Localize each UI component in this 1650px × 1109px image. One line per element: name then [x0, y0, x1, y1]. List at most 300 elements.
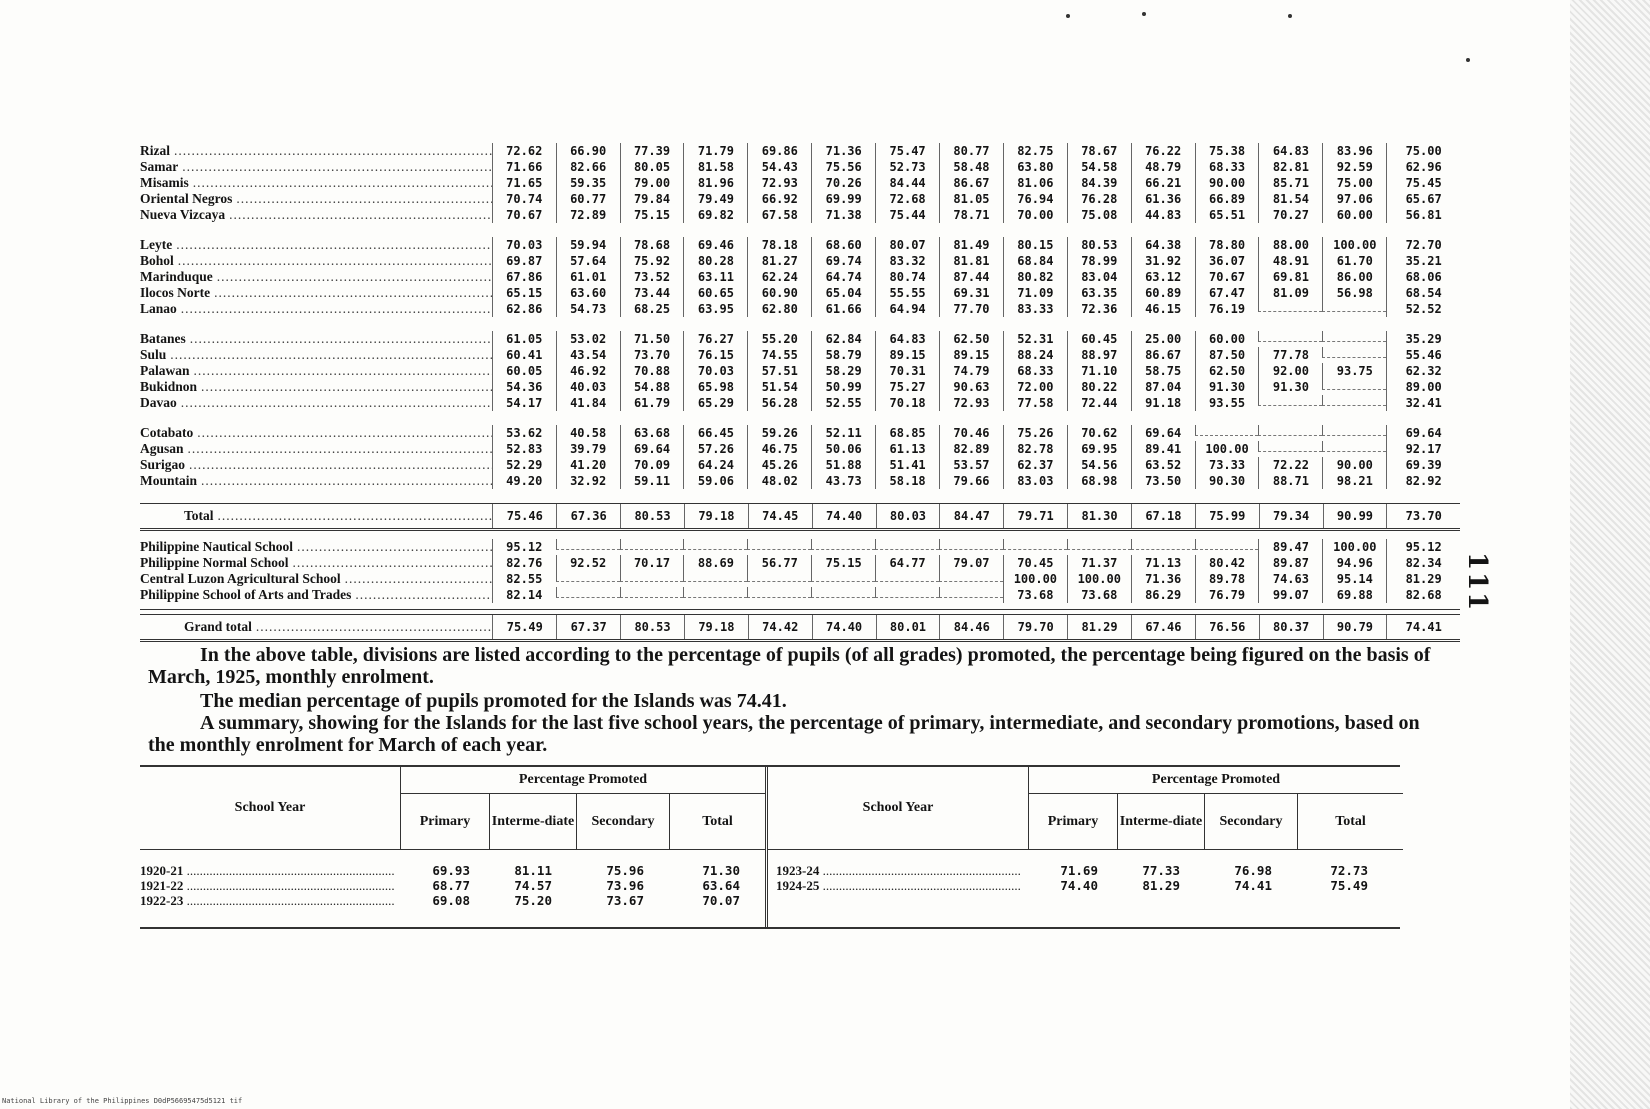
value-cell: 62.50 — [939, 331, 1003, 347]
value-cell: 65.29 — [683, 395, 747, 411]
table-row — [140, 159, 1460, 175]
value-cell: 71.10 — [1067, 363, 1131, 379]
value-cell: 62.84 — [811, 331, 875, 347]
value-cell: 80.07 — [875, 237, 939, 253]
value-cell: 90.30 — [1195, 473, 1259, 489]
value-cell: 100.00 — [1003, 571, 1067, 587]
value-cell: 52.83 — [492, 441, 556, 457]
value-cell: 64.94 — [875, 301, 939, 317]
division-name: Surigao ..... — [140, 457, 492, 473]
value-cell: 63.60 — [556, 285, 620, 301]
value-cell: 87.04 — [1131, 379, 1195, 395]
value-cell: 87.44 — [939, 269, 1003, 285]
value-cell: 32.41 — [1386, 395, 1460, 411]
value-cell: 53.02 — [556, 331, 620, 347]
value-cell: 55.55 — [875, 285, 939, 301]
value-cell — [811, 571, 875, 582]
value-cell: 75.00 — [1322, 175, 1386, 191]
value-cell: 74.42 — [748, 615, 812, 639]
value-cell: 94.96 — [1322, 555, 1386, 571]
value-cell: 75.44 — [875, 207, 939, 223]
table-row — [140, 301, 1460, 317]
division-name: Davao ..... — [140, 395, 492, 411]
value-cell: 88.00 — [1258, 237, 1322, 253]
value-cell: 70.88 — [620, 363, 684, 379]
value-cell: 72.70 — [1386, 237, 1460, 253]
value-cell: 81.11 — [514, 863, 552, 878]
year-label: 1920-21 ..... — [140, 863, 395, 879]
paragraph-median: The median percentage of pupils promoted for the Islands was 74.41. — [200, 690, 787, 712]
value-cell: 64.83 — [875, 331, 939, 347]
value-cell: 66.89 — [1195, 191, 1259, 207]
value-cell: 46.15 — [1131, 301, 1195, 317]
value-cell: 74.55 — [747, 347, 811, 363]
value-cell: 52.52 — [1386, 301, 1460, 317]
value-cell — [1258, 425, 1322, 436]
value-cell: 81.05 — [939, 191, 1003, 207]
value-cell: 79.66 — [939, 473, 1003, 489]
value-cell: 60.05 — [492, 363, 556, 379]
value-cell: 68.33 — [1003, 363, 1067, 379]
value-cell — [1195, 539, 1259, 550]
value-cell: 79.00 — [620, 175, 684, 191]
value-cell: 65.04 — [811, 285, 875, 301]
value-cell — [556, 571, 620, 582]
table-row — [140, 379, 1460, 395]
value-cell: 74.79 — [939, 363, 1003, 379]
value-cell: 80.53 — [620, 615, 684, 639]
value-cell: 50.99 — [811, 379, 875, 395]
value-cell: 71.65 — [492, 175, 556, 191]
value-cell: 75.49 — [1330, 878, 1368, 893]
value-cell: 70.27 — [1258, 207, 1322, 223]
value-cell: 78.68 — [620, 237, 684, 253]
year-label: 1921-22 ..... — [140, 878, 395, 894]
value-cell: 62.37 — [1003, 457, 1067, 473]
percentage-promoted-header: Percentage Promoted — [1029, 767, 1403, 794]
value-cell: 71.13 — [1131, 555, 1195, 571]
division-name: Philippine Normal School ..... — [140, 555, 492, 571]
value-cell: 54.58 — [1067, 159, 1131, 175]
value-cell: 62.96 — [1386, 159, 1460, 175]
value-cell: 69.31 — [939, 285, 1003, 301]
value-cell: 62.80 — [747, 301, 811, 317]
value-cell: 72.93 — [939, 395, 1003, 411]
value-cell: 73.52 — [620, 269, 684, 285]
value-cell: 67.86 — [492, 269, 556, 285]
value-cell: 81.54 — [1258, 191, 1322, 207]
value-cell — [1131, 539, 1195, 550]
value-cell: 70.31 — [875, 363, 939, 379]
value-cell: 70.45 — [1003, 555, 1067, 571]
value-cell: 67.46 — [1131, 615, 1195, 639]
value-cell: 82.14 — [492, 587, 556, 603]
value-cell — [811, 587, 875, 598]
value-cell: 65.51 — [1195, 207, 1259, 223]
value-cell: 65.98 — [683, 379, 747, 395]
value-cell: 67.36 — [556, 504, 620, 528]
value-cell: 56.81 — [1386, 207, 1460, 223]
special-schools — [140, 539, 1460, 610]
value-cell: 54.17 — [492, 395, 556, 411]
value-cell: 51.88 — [811, 457, 875, 473]
value-cell: 82.78 — [1003, 441, 1067, 457]
value-cell — [620, 587, 684, 598]
value-cell: 63.35 — [1067, 285, 1131, 301]
value-cell: 73.68 — [1003, 587, 1067, 603]
value-cell: 75.47 — [875, 143, 939, 159]
value-cell: 61.70 — [1322, 253, 1386, 269]
value-cell: 78.80 — [1195, 237, 1259, 253]
value-cell: 90.63 — [939, 379, 1003, 395]
value-cell — [1258, 441, 1322, 452]
col-primary: Primary — [1029, 794, 1118, 850]
value-cell: 46.92 — [556, 363, 620, 379]
value-cell: 70.03 — [492, 237, 556, 253]
col-primary: Primary — [401, 794, 490, 850]
value-cell: 67.47 — [1195, 285, 1259, 301]
value-cell: 70.74 — [492, 191, 556, 207]
value-cell: 61.13 — [875, 441, 939, 457]
value-cell: 74.40 — [812, 615, 876, 639]
value-cell: 36.07 — [1195, 253, 1259, 269]
value-cell — [620, 571, 684, 582]
value-cell: 79.71 — [1003, 504, 1067, 528]
year-label: 1924-25 ..... — [776, 878, 1021, 894]
value-cell: 81.29 — [1386, 571, 1460, 587]
value-cell: 45.26 — [747, 457, 811, 473]
value-cell: 79.18 — [684, 504, 748, 528]
value-cell: 92.52 — [556, 555, 620, 571]
value-cell — [1322, 379, 1386, 390]
value-cell: 40.58 — [556, 425, 620, 441]
value-cell: 71.09 — [1003, 285, 1067, 301]
division-name: Ilocos Norte ..... — [140, 285, 492, 301]
speck — [1066, 14, 1070, 18]
value-cell: 89.78 — [1195, 571, 1259, 587]
value-cell: 91.30 — [1258, 379, 1322, 395]
value-cell: 74.41 — [1234, 878, 1272, 893]
value-cell: 82.81 — [1258, 159, 1322, 175]
table-row — [140, 269, 1460, 285]
value-cell: 62.50 — [1195, 363, 1259, 379]
value-cell: 54.43 — [747, 159, 811, 175]
value-cell: 91.18 — [1131, 395, 1195, 411]
value-cell: 71.36 — [811, 143, 875, 159]
value-cell: 79.70 — [1003, 615, 1067, 639]
value-cell: 100.00 — [1322, 237, 1386, 253]
value-cell — [939, 539, 1003, 550]
value-cell: 63.68 — [620, 425, 684, 441]
value-cell — [747, 571, 811, 582]
value-cell: 77.39 — [620, 143, 684, 159]
division-name: Marinduque ..... — [140, 269, 492, 285]
value-cell: 89.41 — [1131, 441, 1195, 457]
value-cell — [1258, 395, 1322, 406]
value-cell: 80.53 — [620, 504, 684, 528]
value-cell: 64.83 — [1258, 143, 1322, 159]
value-cell: 72.44 — [1067, 395, 1131, 411]
table-row — [140, 571, 1460, 587]
division-name: Philippine School of Arts and Trades ..... — [140, 587, 492, 603]
table-row — [140, 539, 1460, 555]
value-cell: 69.74 — [811, 253, 875, 269]
value-cell: 41.20 — [556, 457, 620, 473]
value-cell — [683, 587, 747, 598]
value-cell: 59.35 — [556, 175, 620, 191]
value-cell: 76.56 — [1195, 615, 1259, 639]
value-cell: 82.66 — [556, 159, 620, 175]
value-cell: 80.01 — [876, 615, 940, 639]
value-cell: 31.92 — [1131, 253, 1195, 269]
value-cell: 92.00 — [1258, 363, 1322, 379]
value-cell: 71.69 — [1060, 863, 1098, 878]
value-cell: 48.79 — [1131, 159, 1195, 175]
value-cell: 82.76 — [492, 555, 556, 571]
value-cell: 63.52 — [1131, 457, 1195, 473]
value-cell: 85.71 — [1258, 175, 1322, 191]
school-year-header: School Year — [768, 767, 1029, 850]
scan-footer: National Library of the Philippines D0dP56695475d5121 tif — [2, 1097, 243, 1105]
value-cell — [620, 539, 684, 550]
value-cell: 62.86 — [492, 301, 556, 317]
value-cell: 72.73 — [1330, 863, 1368, 878]
value-cell: 35.29 — [1386, 331, 1460, 347]
value-cell: 73.33 — [1195, 457, 1259, 473]
division-name: Sulu ..... — [140, 347, 492, 363]
value-cell: 63.12 — [1131, 269, 1195, 285]
value-cell: 64.74 — [811, 269, 875, 285]
value-cell — [875, 587, 939, 598]
value-cell: 81.96 — [683, 175, 747, 191]
value-cell: 55.46 — [1386, 347, 1460, 363]
value-cell: 60.41 — [492, 347, 556, 363]
value-cell: 80.74 — [875, 269, 939, 285]
value-cell: 84.44 — [875, 175, 939, 191]
value-cell: 82.92 — [1386, 473, 1460, 489]
value-cell: 92.59 — [1322, 159, 1386, 175]
value-cell: 83.33 — [1003, 301, 1067, 317]
value-cell: 73.70 — [1386, 504, 1460, 528]
value-cell — [939, 587, 1003, 598]
value-cell: 66.90 — [556, 143, 620, 159]
value-cell: 76.98 — [1234, 863, 1272, 878]
value-cell — [747, 587, 811, 598]
value-cell — [1322, 331, 1386, 342]
value-cell: 93.55 — [1195, 395, 1259, 411]
table-row — [140, 473, 1460, 489]
value-cell: 58.18 — [875, 473, 939, 489]
value-cell: 75.00 — [1386, 143, 1460, 159]
value-cell: 60.00 — [1195, 331, 1259, 347]
value-cell: 60.89 — [1131, 285, 1195, 301]
value-cell: 69.88 — [1322, 587, 1386, 603]
value-cell: 80.42 — [1195, 555, 1259, 571]
value-cell — [556, 587, 620, 598]
value-cell — [747, 539, 811, 550]
value-cell: 65.67 — [1386, 191, 1460, 207]
value-cell: 88.71 — [1258, 473, 1322, 489]
value-cell: 54.56 — [1067, 457, 1131, 473]
division-name: Rizal ..... — [140, 143, 492, 159]
value-cell: 75.96 — [606, 863, 644, 878]
summary-right — [765, 767, 1403, 927]
division-name: Batanes ..... — [140, 331, 492, 347]
value-cell: 75.49 — [492, 615, 556, 639]
value-cell: 74.41 — [1386, 615, 1460, 639]
value-cell: 62.24 — [747, 269, 811, 285]
value-cell: 90.79 — [1323, 615, 1387, 639]
value-cell — [1322, 347, 1386, 358]
value-cell: 80.53 — [1067, 237, 1131, 253]
value-cell: 74.57 — [514, 878, 552, 893]
value-cell: 48.02 — [747, 473, 811, 489]
value-cell: 58.48 — [939, 159, 1003, 175]
value-cell: 75.15 — [620, 207, 684, 223]
table-row — [140, 457, 1460, 473]
year-label: 1923-24 ..... — [776, 863, 1021, 879]
value-cell: 58.79 — [811, 347, 875, 363]
value-cell: 57.26 — [683, 441, 747, 457]
value-cell — [1322, 301, 1386, 312]
value-cell: 51.41 — [875, 457, 939, 473]
speck — [1288, 14, 1292, 18]
grand-total-row — [140, 614, 1460, 642]
value-cell: 25.00 — [1131, 331, 1195, 347]
division-name: Agusan ..... — [140, 441, 492, 457]
value-cell: 76.22 — [1131, 143, 1195, 159]
value-cell: 57.51 — [747, 363, 811, 379]
promotion-table — [140, 143, 1460, 642]
table-row — [140, 347, 1460, 363]
value-cell: 88.97 — [1067, 347, 1131, 363]
value-cell: 71.38 — [811, 207, 875, 223]
value-cell: 90.00 — [1322, 457, 1386, 473]
col-secondary: Secondary — [1205, 794, 1298, 850]
value-cell: 71.50 — [620, 331, 684, 347]
value-cell: 69.93 — [432, 863, 470, 878]
value-cell — [1195, 425, 1259, 436]
value-cell: 65.15 — [492, 285, 556, 301]
value-cell: 89.87 — [1258, 555, 1322, 571]
value-cell: 81.27 — [747, 253, 811, 269]
value-cell: 69.82 — [683, 207, 747, 223]
value-cell: 69.99 — [811, 191, 875, 207]
value-cell: 70.07 — [702, 893, 740, 908]
value-cell: 72.68 — [875, 191, 939, 207]
value-cell: 72.62 — [492, 143, 556, 159]
value-cell: 75.26 — [1003, 425, 1067, 441]
division-name: Cotabato ..... — [140, 425, 492, 441]
value-cell: 93.75 — [1322, 363, 1386, 379]
value-cell — [1258, 331, 1322, 342]
value-cell: 90.00 — [1195, 175, 1259, 191]
value-cell: 68.77 — [432, 878, 470, 893]
value-cell: 99.07 — [1258, 587, 1322, 603]
value-cell: 68.06 — [1386, 269, 1460, 285]
value-cell: 76.15 — [683, 347, 747, 363]
value-cell — [875, 571, 939, 582]
value-cell: 69.64 — [1131, 425, 1195, 441]
value-cell: 68.25 — [620, 301, 684, 317]
value-cell: 77.70 — [939, 301, 1003, 317]
value-cell: 83.03 — [1003, 473, 1067, 489]
value-cell: 82.89 — [939, 441, 1003, 457]
table-row — [140, 587, 1460, 603]
value-cell: 53.62 — [492, 425, 556, 441]
table-row — [140, 285, 1460, 301]
value-cell: 70.67 — [492, 207, 556, 223]
division-name: Samar ..... — [140, 159, 492, 175]
value-cell: 98.21 — [1322, 473, 1386, 489]
value-cell: 80.28 — [683, 253, 747, 269]
value-cell: 70.17 — [620, 555, 684, 571]
value-cell: 43.54 — [556, 347, 620, 363]
value-cell: 59.06 — [683, 473, 747, 489]
value-cell: 61.66 — [811, 301, 875, 317]
school-year-header: School Year — [140, 767, 401, 850]
value-cell: 83.32 — [875, 253, 939, 269]
value-cell: 89.15 — [939, 347, 1003, 363]
value-cell — [939, 571, 1003, 582]
value-cell: 62.32 — [1386, 363, 1460, 379]
value-cell: 72.36 — [1067, 301, 1131, 317]
value-cell: 73.68 — [1067, 587, 1131, 603]
value-cell: 68.85 — [875, 425, 939, 441]
summary-left — [140, 767, 765, 927]
value-cell: 70.00 — [1003, 207, 1067, 223]
value-cell: 89.15 — [875, 347, 939, 363]
value-cell: 95.12 — [1386, 539, 1460, 555]
value-cell: 52.31 — [1003, 331, 1067, 347]
value-cell: 89.47 — [1258, 539, 1322, 555]
value-cell: 74.63 — [1258, 571, 1322, 587]
value-cell: 70.03 — [683, 363, 747, 379]
value-cell: 97.06 — [1322, 191, 1386, 207]
value-cell: 75.92 — [620, 253, 684, 269]
value-cell: 56.77 — [747, 555, 811, 571]
value-cell: 68.33 — [1195, 159, 1259, 175]
value-cell: 67.18 — [1131, 504, 1195, 528]
table-row — [140, 363, 1460, 379]
value-cell: 66.45 — [683, 425, 747, 441]
division-group — [140, 143, 1460, 223]
value-cell — [875, 539, 939, 550]
value-cell: 54.36 — [492, 379, 556, 395]
value-cell: 75.27 — [875, 379, 939, 395]
division-name: Lanao ..... — [140, 301, 492, 317]
value-cell: 58.29 — [811, 363, 875, 379]
division-group — [140, 331, 1460, 411]
paragraph-table-note: In the above table, divisions are listed according to the percentage of pupils (of all grades) promoted, the percentage being figured on the basis of March, 1925, monthly enrolment. — [148, 644, 1431, 688]
value-cell: 80.77 — [939, 143, 1003, 159]
value-cell: 46.75 — [747, 441, 811, 457]
value-cell: 76.19 — [1195, 301, 1259, 317]
value-cell — [1067, 539, 1131, 550]
value-cell: 89.00 — [1386, 379, 1460, 395]
value-cell: 60.90 — [747, 285, 811, 301]
value-cell: 66.21 — [1131, 175, 1195, 191]
value-cell: 60.00 — [1322, 207, 1386, 223]
value-cell: 74.40 — [1060, 878, 1098, 893]
value-cell: 76.28 — [1067, 191, 1131, 207]
value-cell: 75.20 — [514, 893, 552, 908]
value-cell: 80.03 — [876, 504, 940, 528]
col-total: Total — [1298, 794, 1403, 850]
value-cell: 67.58 — [747, 207, 811, 223]
value-cell: 79.84 — [620, 191, 684, 207]
value-cell: 75.56 — [811, 159, 875, 175]
